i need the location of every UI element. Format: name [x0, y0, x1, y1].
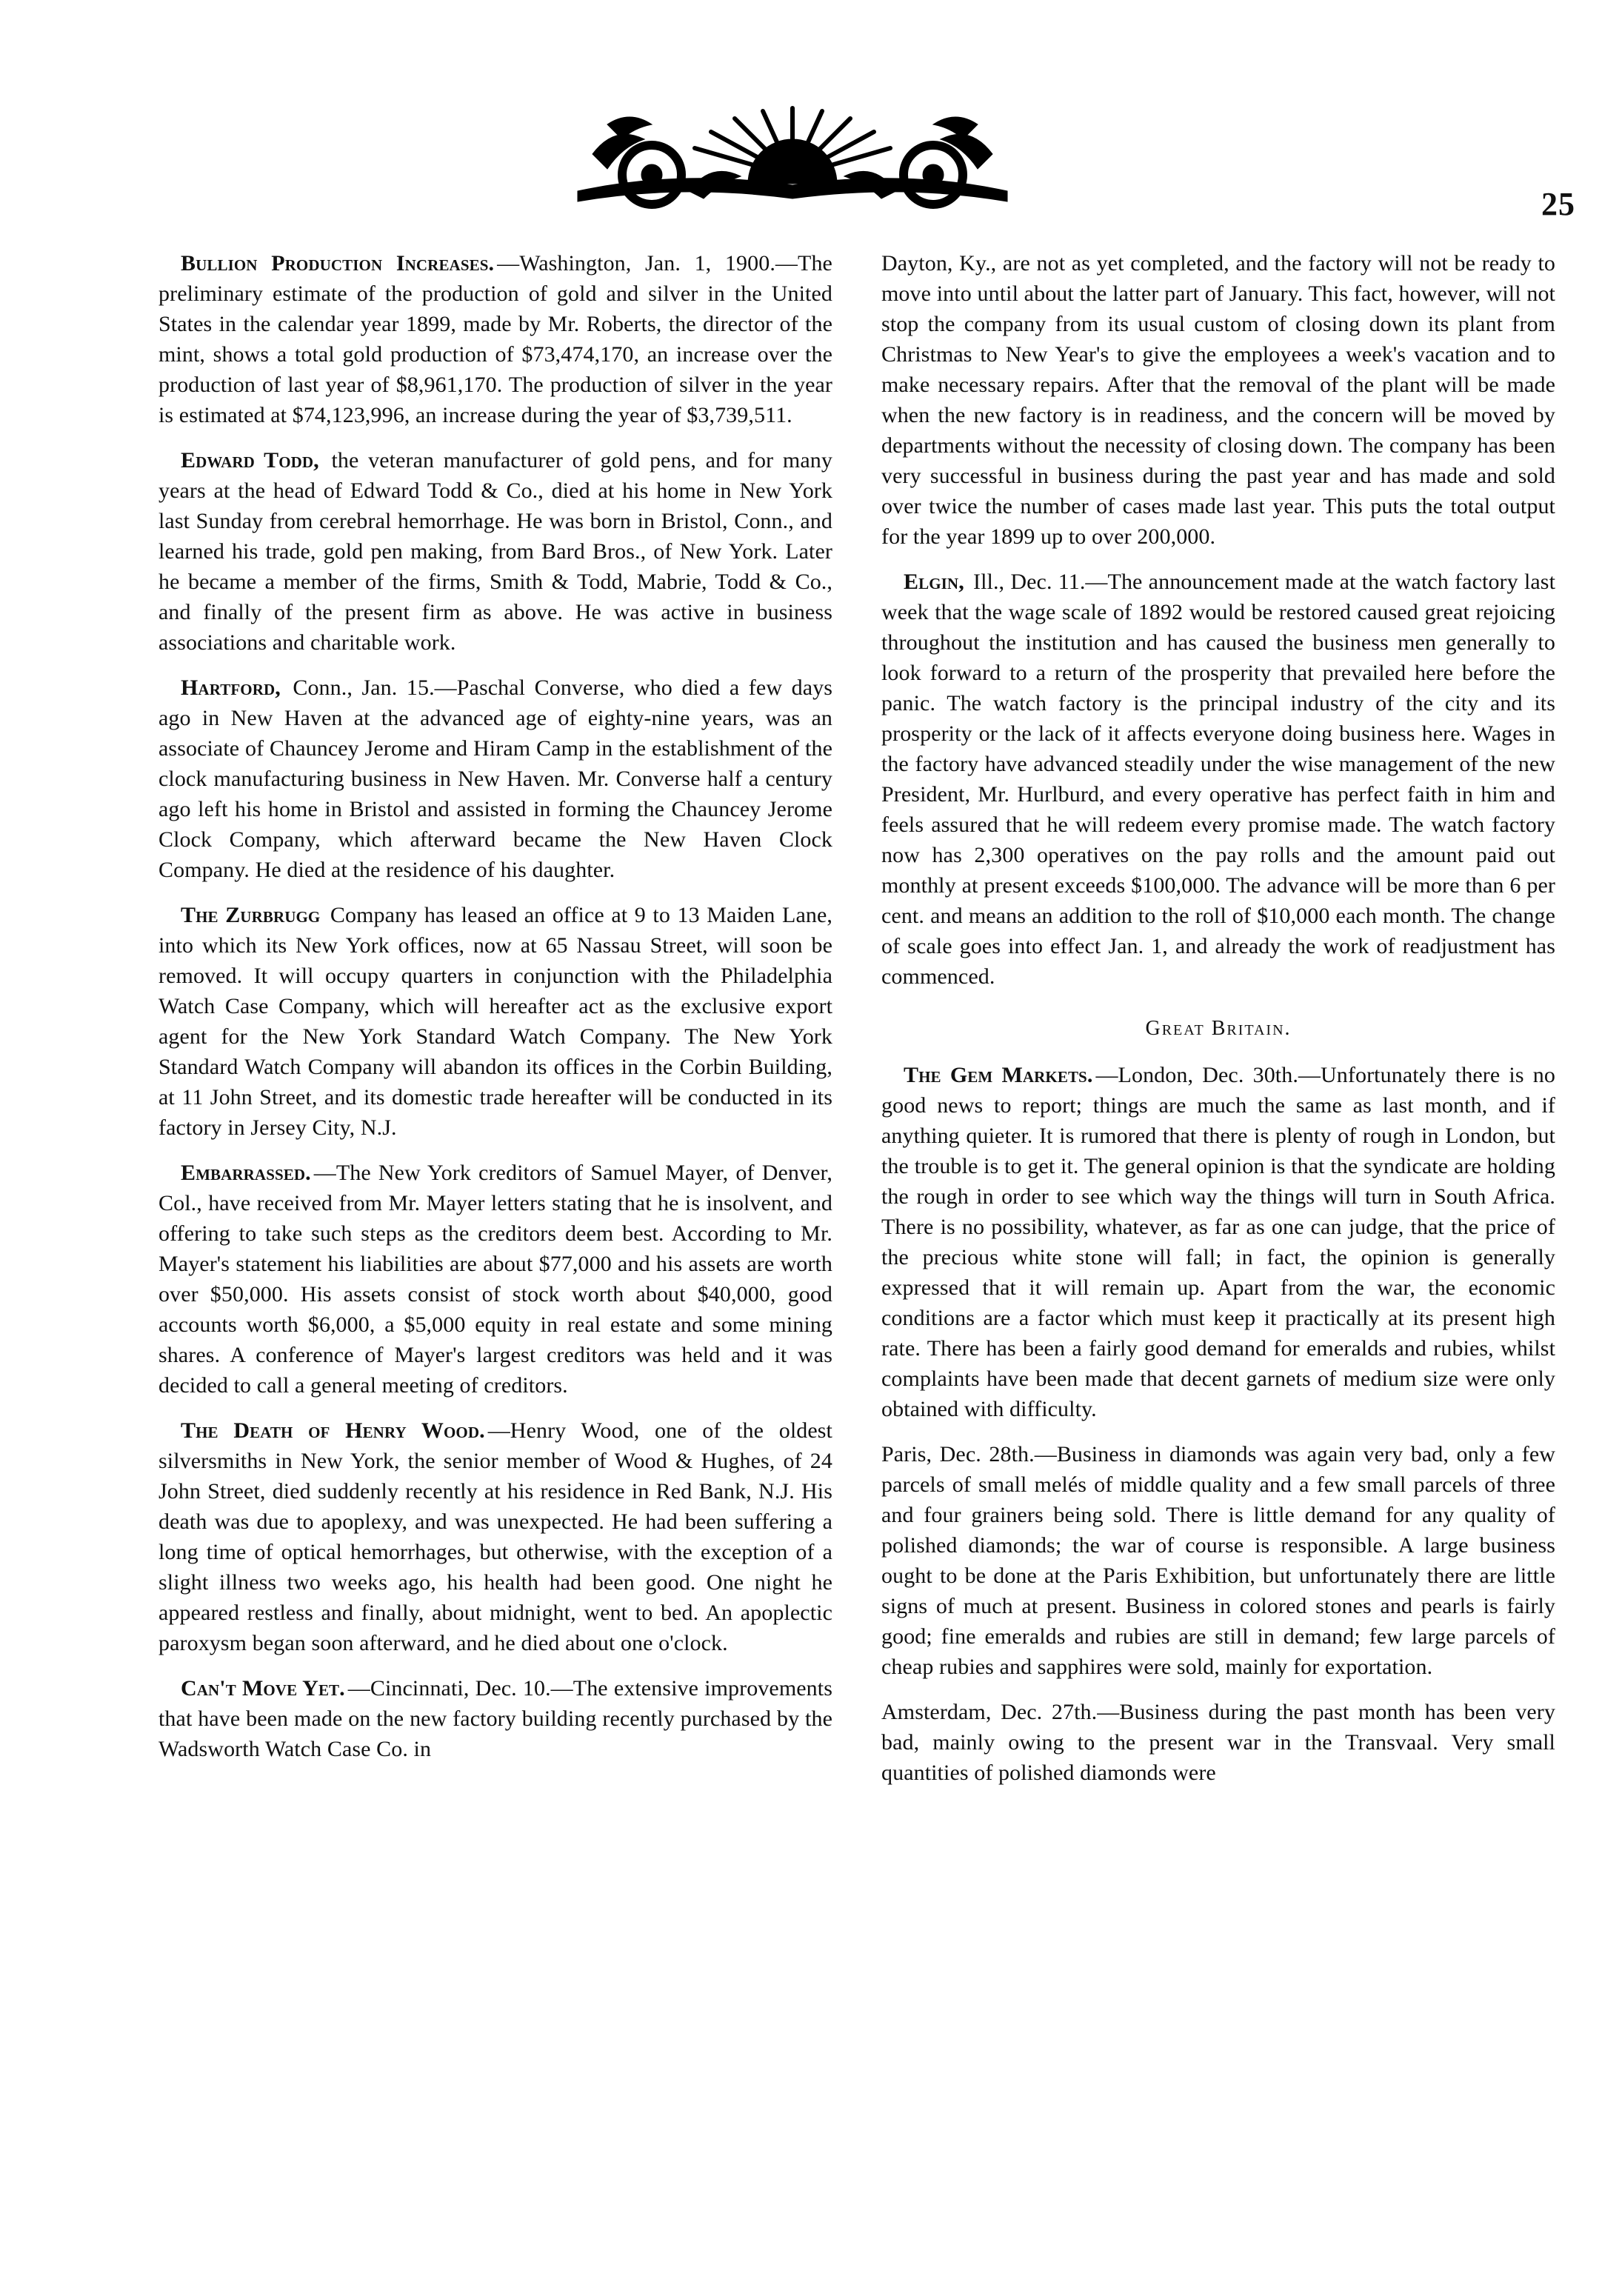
article-paragraph	[881, 1060, 1555, 1424]
article-body: —Washington, Jan. 1, 1900.—The preliminary estimate of the production of gold and silver in the United States in the calendar year 1899, made by Mr. Roberts, the director of the mint, shows a total gold production of $73,474,170, an increase over the production of last year of $8,961,170. The production of silver in the year is estimated at $74,123,996, an increase during the year of $3,739,511.	[158, 251, 832, 427]
article-body: —The New York creditors of Samuel Mayer, of Denver, Col., have received from Mr. Mayer letters stating that he is insolvent, and offering to take such steps as the creditors deem best. According to Mr. Mayer's statement his liabilities are about $77,000 and his assets are worth over $50,000. His assets consist of stock worth about $40,000, good accounts worth $6,000, a $5,000 equity in real estate and some mining shares. A conference of Mayer's largest creditors was held and it was decided to call a general meeting of creditors.	[158, 1161, 832, 1398]
section-heading: Great Britain.	[1145, 1017, 1292, 1040]
page-number: 25	[1541, 186, 1575, 222]
article-lead: The Gem Markets.	[904, 1063, 1093, 1087]
article-lead: The Death of Henry Wood.	[181, 1418, 485, 1443]
article-paragraph	[158, 900, 832, 1143]
article-body: Paris, Dec. 28th.—Business in diamonds was again very bad, only a few parcels of small melés of middle quality and a few small parcels of three and four grainers being sold. There is little demand for any quality of polished diamonds; the war of course is responsible. A large business ought to be done at the Paris Exhibition, but unfortunately there are little signs of much at present. Business in colored stones and pearls is fairly good; fine emeralds and rubies are still in demand; few large parcels of cheap rubies and sapphires were sold, mainly for exportation.	[881, 1442, 1555, 1679]
article-lead: Hartford,	[181, 675, 281, 700]
article-body: Amsterdam, Dec. 27th.—Business during the past month has been very bad, mainly owing to the present war in the Transvaal. Very small quantities of polished diamonds were	[881, 1700, 1555, 1785]
sun-ornament-icon	[563, 102, 1022, 213]
article-lead: Edward Todd,	[181, 448, 319, 473]
article-lead: Bullion Production Increases.	[181, 251, 495, 276]
article-paragraph	[881, 1697, 1555, 1788]
article-lead: The Zurbrugg	[181, 903, 321, 927]
article-body: Ill., Dec. 11.—The announcement made at the watch factory last week that the wage scale of 1892 would be restored caused great rejoicing throughout the institution and has caused the business men generally to look forward to a return of the prosperity that prevailed here before the panic. The watch factory is the principal industry of the city and its prosperity or the lack of it affects everyone doing business here. Wages in the factory have advanced steadily under the wise management of the new President, Mr. Hurlburd, and every operative has perfect faith in him and feels assured that he will redeem every promise made. The watch factory now has 2,300 operatives on the pay rolls and the amount paid out monthly at present exceeds $100,000. The advance will be more than 6 per cent. and means an addition to the roll of $10,000 each month. The change of scale goes into effect Jan. 1, and already the work of readjustment has commenced.	[881, 570, 1555, 989]
article-paragraph	[158, 1673, 832, 1764]
right-column	[881, 248, 1555, 2263]
article-paragraph	[881, 567, 1555, 992]
article-paragraph	[158, 1415, 832, 1658]
left-column	[158, 248, 832, 2263]
article-lead: Can't Move Yet.	[181, 1676, 345, 1701]
article-paragraph	[158, 673, 832, 885]
article-paragraph	[881, 248, 1555, 552]
article-paragraph	[158, 1158, 832, 1401]
article-body: Company has leased an office at 9 to 13 Maiden Lane, into which its New York offices, now at 65 Nassau Street, will soon be removed. It will occupy quarters in conjunction with the Philadelphia Watch Case Company, which will hereafter act as the exclusive export agent for the New York Standard Watch Company. The New York Standard Watch Company will abandon its offices in the Corbin Building, at 11 John Street, and its domestic trade hereafter will be conducted in its factory in Jersey City, N.J.	[158, 903, 832, 1140]
article-body: —Henry Wood, one of the oldest silversmiths in New York, the senior member of Wood & Hughes, of 24 John Street, died suddenly recently at his residence in Red Bank, N.J. His death was due to apoplexy, and was unexpected. He had been suffering a long time of optical hemorrhages, but otherwise, with the exception of a slight illness two weeks ago, his health had been good. One night he appeared restless and finally, about midnight, went to bed. An apoplectic paroxysm began soon afterward, and he died about one o'clock.	[158, 1418, 832, 1655]
article-paragraph	[158, 445, 832, 658]
article-paragraph	[158, 248, 832, 430]
article-body: the veteran manufacturer of gold pens, and for many years at the head of Edward Todd & Co., died at his home in New York last Sunday from cerebral hemorrhage. He was born in Bristol, Conn., and learned his trade, gold pen making, from Bard Bros., of New York. Later he became a member of the firms, Smith & Todd, Mabrie, Todd & Co., and finally of the present firm as above. He was active in business associations and charitable work.	[158, 448, 832, 655]
article-lead: Embarrassed.	[181, 1161, 311, 1185]
article-body: Conn., Jan. 15.—Paschal Converse, who died a few days ago in New Haven at the advanced age of eighty-nine years, was an associate of Chauncey Jerome and Hiram Camp in the establishment of the clock manufacturing business in New Haven. Mr. Converse half a century ago left his home in Bristol and assisted in forming the Chauncey Jerome Clock Company, which afterward became the New Haven Clock Company. He died at the residence of his daughter.	[158, 675, 832, 882]
article-body: Dayton, Ky., are not as yet completed, and the factory will not be ready to move into until about the latter part of January. This fact, however, will not stop the company from its usual custom of closing down its plant from Christmas to New Year's to give the employees a week's vacation and to make necessary repairs. After that the removal of the plant will be made when the new factory is in readiness, and the concern will be moved by departments without the necessity of closing down. The company has been very successful in business during the past year and has made and sold over twice the number of cases made last year. This puts the total output for the year 1899 up to over 200,000.	[881, 251, 1555, 549]
article-body: —London, Dec. 30th.—Unfortunately there is no good news to report; things are much the same as last month, and if anything quieter. It is rumored that there is plenty of rough in London, but the trouble is to get it. The general opinion is that the syndicate are holding the rough in order to see which way the things will turn in South Africa. There is no possibility, whatever, as far as one can judge, that the price of the precious white stone will fall; in fact, the opinion is generally expressed that it will remain up. Apart from the war, the economic conditions are a factor which must keep it practically at its present high rate. There has been a fairly good demand for emeralds and rubies, whilst complaints have been made that decent garnets of medium size were only obtained with difficulty.	[881, 1063, 1555, 1421]
article-columns	[158, 248, 1555, 2263]
article-paragraph	[881, 1439, 1555, 1682]
article-body: —Cincinnati, Dec. 10.—The extensive improvements that have been made on the new factory building recently purchased by the Wadsworth Watch Case Co. in	[158, 1676, 832, 1761]
article-lead: Elgin,	[904, 570, 964, 594]
